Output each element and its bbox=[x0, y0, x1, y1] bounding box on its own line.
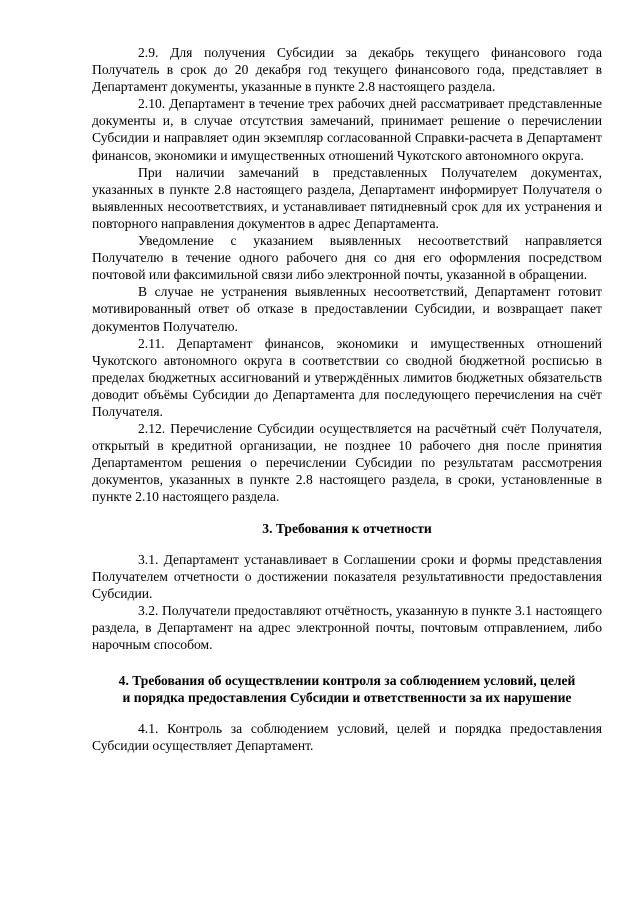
paragraph-2-9: 2.9. Для получения Субсидии за декабрь текущего финансового года Получатель в срок до 20 декабря год текущего финансового года, представляет в Департамент документы, указанные в пункте 2.8 настоящего раздела. bbox=[92, 45, 602, 95]
paragraph-refusal: В случае не устранения выявленных несоответствий, Департамент готовит мотивированный ответ об отказе в предоставлении Субсидии, и возвращает пакет документов Получателю. bbox=[92, 284, 602, 334]
section-3-heading: 3. Требования к отчетности bbox=[262, 520, 432, 536]
paragraph-2-11: 2.11. Департамент финансов, экономики и имущественных отношений Чукотского автономного округа в соответствии со сводной бюджетной росписью в пределах бюджетных ассигнований и утверждённых лимитов бюджетных обязательств доводит объёмы Субсидии до Департамента для последующего перечисления на счёт Получателя. bbox=[92, 335, 602, 419]
document-page bbox=[92, 44, 602, 755]
paragraph-notification: Уведомление с указанием выявленных несоответствий направляется Получателю в течение одного рабочего дня со дня его оформления посредством почтовой или факсимильной связи либо электронной почты, указанной в обращении. bbox=[92, 233, 602, 283]
paragraph-2-10: 2.10. Департамент в течение трех рабочих дней рассматривает представленные документы и, в случае отсутствия замечаний, принимает решение о перечислении Субсидии и направляет один экземпляр согласованной Справки-расчета в Департамент финансов, экономики и имущественных отношений Чукотского автономного округа. bbox=[92, 96, 602, 163]
section-4-heading bbox=[92, 672, 602, 706]
paragraph-4-1: 4.1. Контроль за соблюдением условий, целей и порядка предоставления Субсидии осуществляет Департамент. bbox=[92, 721, 602, 754]
paragraph-remarks: При наличии замечаний в представленных Получателем документах, указанных в пункте 2.8 настоящего раздела, Департамент информирует Получателя о выявленных несоответствиях, и устанавливает пятидневный срок для их устранения и повторного направления документов в адрес Департамента. bbox=[92, 164, 602, 231]
paragraph-3-2: 3.2. Получатели предоставляют отчётность, указанную в пункте 3.1 настоящего раздела, в Департамент на адрес электронной почты, почтовым отправлением, либо нарочным способом. bbox=[92, 602, 602, 653]
section-4-heading-line1: 4. Требования об осуществлении контроля за соблюдением условий, целей bbox=[118, 673, 576, 689]
section-4-heading-line2: и порядка предоставления Субсидии и ответственности за их нарушение bbox=[122, 690, 572, 706]
paragraph-2-12: 2.12. Перечисление Субсидии осуществляется на расчётный счёт Получателя, открытый в кредитной организации, не позднее 10 рабочего дня после принятия Департаментом решения о перечислении Субсидии по результатам рассмотрения документов, указанных в пункте 2.8 настоящего раздела, в сроки, установленные в пункте 2.10 настоящего раздела. bbox=[92, 421, 602, 505]
paragraph-3-1: 3.1. Департамент устанавливает в Соглашении сроки и формы представления Получателем отчетности о достижении показателя результативности предоставления Субсидии. bbox=[92, 551, 602, 601]
